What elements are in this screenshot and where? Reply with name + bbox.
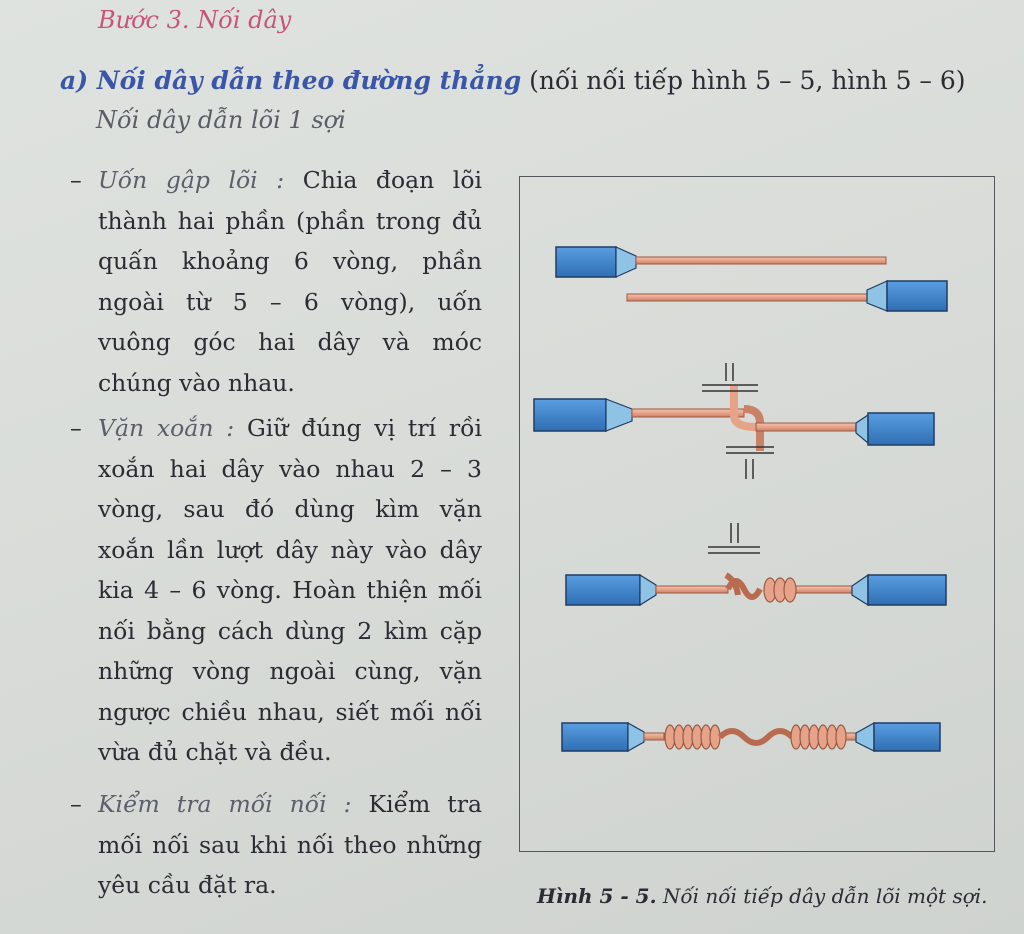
paragraph-line: xoắn hai dây vào nhau 2 – 3 (98, 454, 482, 483)
lead-term: Vặn xoắn : (98, 414, 235, 442)
bullet-dash: – (70, 166, 82, 194)
subheading: Nối dây dẫn lõi 1 sợi (96, 106, 346, 134)
paragraph-line: quấn khoảng 6 vòng, phần (98, 247, 482, 275)
stage-4-finished-joint (562, 723, 940, 751)
paragraph-line: những vòng ngoài cùng, vặn (98, 657, 482, 685)
paragraph-line: ngoài từ 5 – 6 vòng), uốn (98, 287, 482, 316)
section-title-italic: a) Nối dây dẫn theo đường thẳng (60, 66, 522, 95)
paragraph-line: thành hai phần (phần trong đủ (98, 206, 482, 235)
paragraph-line: xoắn lần lượt dây này vào dây (98, 535, 482, 564)
paragraph-line: yêu cầu đặt ra. (98, 871, 277, 899)
paragraph-line: Uốn gập lõi : Chia đoạn lõi (98, 166, 482, 194)
paragraph-line: kia 4 – 6 vòng. Hoàn thiện mối (98, 576, 482, 604)
paragraph-line: vừa đủ chặt và đều. (98, 738, 332, 766)
paragraph-inspect (70, 784, 482, 906)
lead-term: Uốn gập lõi : (98, 166, 285, 194)
stage-3-twisted (566, 523, 946, 605)
caption-text: Nối nối tiếp dây dẫn lõi một sợi. (662, 884, 988, 908)
paragraph-line: chúng vào nhau. (98, 368, 295, 397)
step-heading: Bước 3. Nối dây (98, 6, 292, 34)
paragraph-line: mối nối sau khi nối theo những (98, 830, 482, 859)
paragraph-line: nối bằng cách dùng 2 kìm cặp (98, 616, 482, 645)
bullet-dash: – (70, 790, 82, 818)
caption-label: Hình 5 - 5. (537, 884, 657, 908)
wire-joint-illustration (520, 177, 996, 853)
paragraph-twist (70, 408, 482, 773)
figure-caption (537, 884, 988, 908)
stage-1-stripped-wires (556, 247, 947, 311)
bullet-dash: – (70, 414, 82, 442)
paragraph-line: ngược chiều nhau, siết mối nối (98, 697, 482, 726)
paragraph-line: vuông góc hai dây và móc (98, 328, 482, 356)
section-title-plain: (nối nối tiếp hình 5 – 5, hình 5 – 6) (529, 66, 966, 95)
figure-frame (519, 176, 995, 852)
stage-2-bent-hooked (534, 363, 934, 479)
section-title (60, 66, 966, 95)
paragraph-line: vòng, sau đó dùng kìm vặn (98, 495, 482, 523)
lead-term: Kiểm tra mối nối : (98, 790, 352, 818)
paragraph-line: Kiểm tra mối nối : Kiểm tra (98, 790, 482, 818)
paragraph-line: Vặn xoắn : Giữ đúng vị trí rồi (98, 414, 482, 442)
paragraph-bend-core (70, 160, 482, 403)
